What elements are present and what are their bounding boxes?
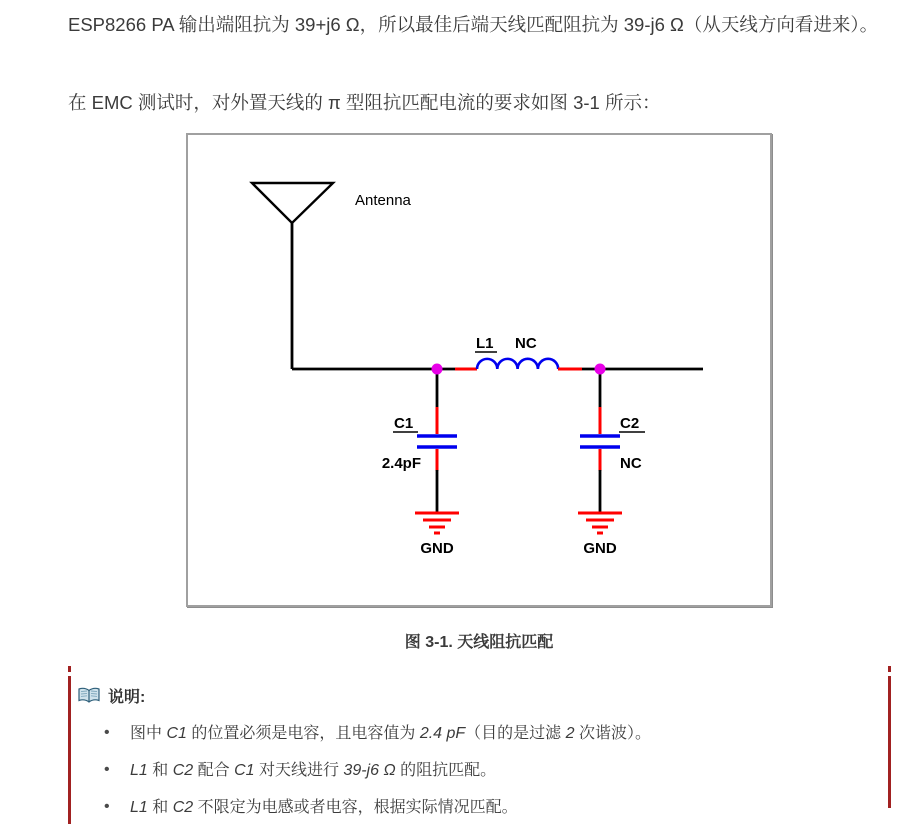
gnd-label-right: GND	[583, 540, 617, 557]
circuit-diagram	[188, 135, 770, 605]
c1-ref-label: C1	[394, 415, 414, 432]
inductor-ref-label: L1	[476, 335, 494, 352]
note-bullet-list	[71, 724, 891, 818]
antenna-icon	[252, 183, 333, 369]
junction-dot-left	[432, 364, 443, 375]
inductor-value-label: NC	[515, 335, 537, 352]
note-border-tick-right	[888, 666, 891, 672]
ground-icon-right	[578, 513, 622, 533]
c2-ref-label: C2	[620, 415, 640, 432]
paragraph-impedance: ESP8266 PA 输出端阻抗为 39+j6 Ω，所以最佳后端天线匹配阻抗为 39-j6 Ω（从天线方向看进来）。	[68, 14, 879, 35]
note-header	[78, 684, 891, 707]
c2-value-label: NC	[620, 455, 642, 472]
junction-dot-right	[595, 364, 606, 375]
gnd-label-left: GND	[420, 540, 454, 557]
capacitor-c1-symbol	[417, 369, 457, 512]
open-book-icon	[78, 687, 100, 704]
ground-icon-left	[415, 513, 459, 533]
figure-antenna-matching	[186, 133, 772, 607]
note-box	[68, 676, 891, 824]
note-title: 说明:	[108, 689, 146, 706]
inductor-symbol	[455, 359, 582, 369]
capacitor-c2-symbol	[580, 369, 620, 512]
note-bullet-item: • L1 和 C2 配合 C1 对天线进行 39-j6 Ω 的阻抗匹配。	[71, 761, 891, 781]
note-bullet-item: • L1 和 C2 不限定为电感或者电容，根据实际情况匹配。	[71, 798, 891, 818]
note-bullet-item: • 图中 C1 的位置必须是电容，且电容值为 2.4 pF（目的是过滤 2 次谐波）。	[71, 724, 891, 744]
c1-value-label: 2.4pF	[381, 455, 421, 472]
note-border-tick-left	[68, 666, 71, 672]
paragraph-emc-intro: 在 EMC 测试时，对外置天线的 π 型阻抗匹配电流的要求如图 3-1 所示：	[68, 92, 661, 113]
antenna-label: Antenna	[355, 192, 411, 209]
figure-caption: 图 3-1. 天线阻抗匹配	[404, 634, 554, 651]
